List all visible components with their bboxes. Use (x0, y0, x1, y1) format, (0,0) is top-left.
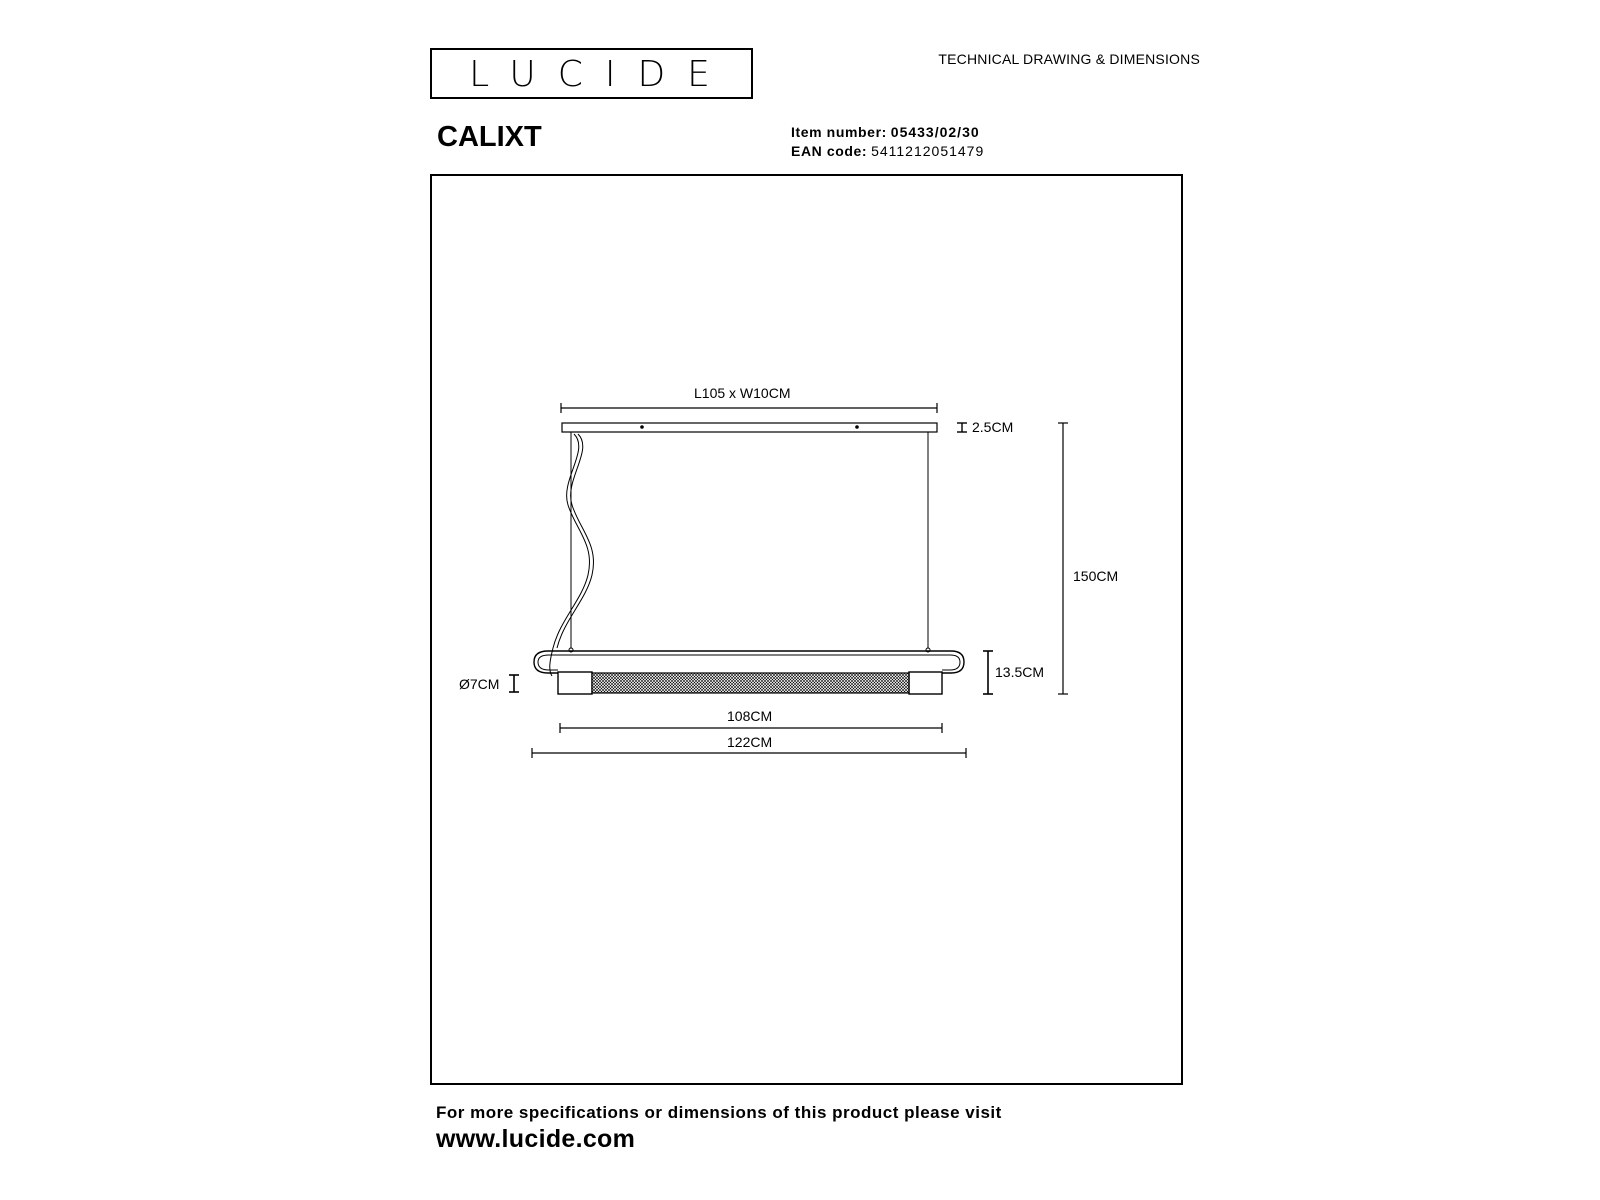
tube-diameter-label: Ø7CM (459, 676, 500, 692)
fixture-frame (534, 651, 964, 673)
total-height-label: 150CM (1073, 568, 1119, 584)
tube-length-dimension (560, 723, 942, 733)
footer-note: For more specifications or dimensions of this product please visit (436, 1103, 1002, 1122)
canopy-screw (855, 425, 859, 429)
canopy-dimension-line (561, 403, 937, 413)
canopy-dimension-label: L105 x W10CM (694, 385, 791, 401)
document-type-label: TECHNICAL DRAWING & DIMENSIONS (938, 51, 1200, 67)
tube-length-label: 108CM (727, 708, 773, 724)
item-number-label: Item number: (791, 124, 887, 140)
fixture-height-dimension (983, 651, 993, 694)
product-name: CALIXT (437, 121, 542, 153)
power-cord (550, 434, 590, 676)
item-number-value: 05433/02/30 (890, 124, 980, 140)
total-length-label: 122CM (727, 734, 773, 750)
canopy-screw (640, 425, 644, 429)
fixture-frame-inner (538, 655, 960, 670)
canopy-height-dimension (957, 423, 967, 432)
canopy-height-label: 2.5CM (972, 419, 1014, 435)
website-link[interactable]: www.lucide.com (436, 1125, 636, 1153)
tube-diameter-dimension (509, 675, 519, 692)
ean-label: EAN code: (791, 143, 868, 159)
tube-end-cap (558, 672, 592, 694)
brand-logo-text: LUCIDE (469, 54, 732, 95)
mesh-tube (592, 673, 909, 693)
tube-end-cap (909, 672, 942, 694)
power-cord (557, 434, 594, 648)
total-height-dimension (1058, 423, 1068, 694)
ceiling-canopy (562, 423, 937, 432)
fixture-height-label: 13.5CM (995, 664, 1045, 680)
ean-value: 5411212051479 (871, 143, 985, 159)
